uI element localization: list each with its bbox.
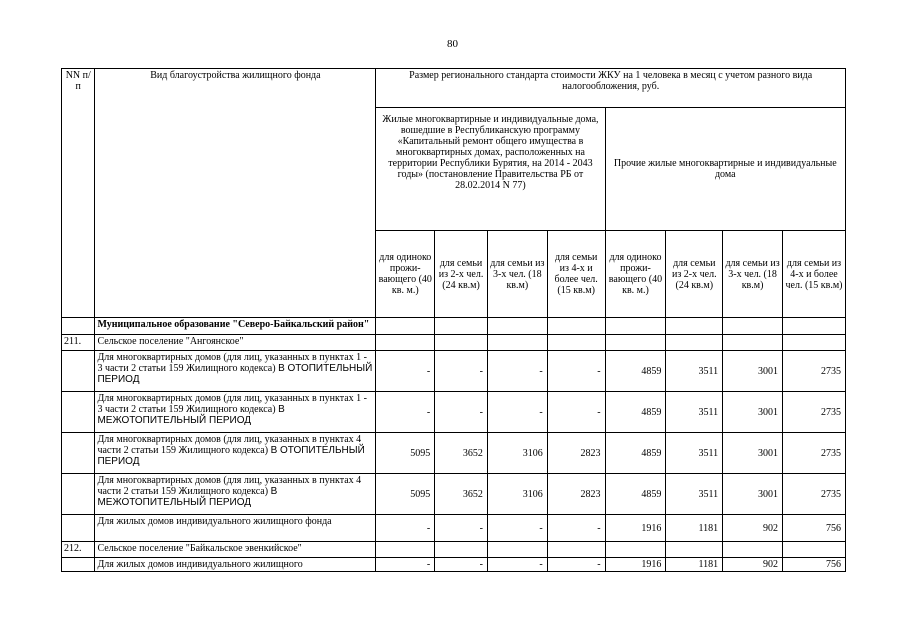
- row-text: Для многоквартирных домов (для лиц, указанных в пунктах 4 части 2 статьи 159 Жилищного кодекса): [97, 475, 362, 497]
- value-cell: -: [376, 392, 435, 433]
- row-text: Для многоквартирных домов (для лиц, указанных в пунктах 4 части 2 статьи 159 Жилищного кодекса): [97, 434, 362, 456]
- value-cell: 5095: [376, 433, 435, 474]
- subheader-cell: для семьи из 4-х и более чел. (15 кв.м): [783, 231, 846, 318]
- page-number: 80: [447, 38, 458, 50]
- value-cell: -: [487, 558, 547, 572]
- settlement-row: [62, 542, 846, 558]
- value-cell: 902: [723, 515, 783, 542]
- row-period: В ОТОПИТЕЛЬНЫЙ ПЕРИОД: [97, 363, 373, 385]
- value-cell: -: [435, 515, 488, 542]
- settlement-number: 211.: [62, 335, 95, 351]
- value-cell: 2735: [783, 392, 846, 433]
- header-row-1: [62, 69, 846, 108]
- row-description: [95, 515, 376, 542]
- value-cell: 3511: [666, 433, 723, 474]
- subheader-cell: для одиноко прожи-вающего (40 кв. м.): [605, 231, 666, 318]
- value-cell: -: [487, 515, 547, 542]
- tariff-table: [61, 68, 846, 572]
- subheader-cell: для семьи из 3-х чел. (18 кв.м): [723, 231, 783, 318]
- value-cell: 2735: [783, 433, 846, 474]
- table-row: [62, 351, 846, 392]
- value-cell: 2823: [547, 474, 605, 515]
- value-cell: -: [547, 515, 605, 542]
- row-period: В ОТОПИТЕЛЬНЫЙ ПЕРИОД: [97, 445, 365, 467]
- header-size: Размер регионального стандарта стоимости ЖКУ на 1 человека в месяц с учетом разного вида налогообложения, руб.: [376, 69, 846, 108]
- value-cell: -: [487, 351, 547, 392]
- value-cell: 2735: [783, 351, 846, 392]
- subheader-cell: для одиноко прожи-вающего (40 кв. м.): [376, 231, 435, 318]
- settlement-number: 212.: [62, 542, 95, 558]
- value-cell: -: [435, 392, 488, 433]
- settlement-row: [62, 335, 846, 351]
- value-cell: -: [435, 558, 488, 572]
- subheader-cell: для семьи из 3-х чел. (18 кв.м): [487, 231, 547, 318]
- municipality-name: Муниципальное образование "Северо-Байкальский район": [95, 318, 376, 335]
- value-cell: 756: [783, 558, 846, 572]
- row-description: [95, 433, 376, 474]
- table-row: [62, 433, 846, 474]
- value-cell: 3652: [435, 433, 488, 474]
- value-cell: 4859: [605, 392, 666, 433]
- value-cell: 3511: [666, 351, 723, 392]
- value-cell: -: [547, 351, 605, 392]
- value-cell: 4859: [605, 433, 666, 474]
- value-cell: 5095: [376, 474, 435, 515]
- row-description: [95, 392, 376, 433]
- header-group-program: Жилые многоквартирные и индивидуальные дома, вошедшие в Республиканскую программу «Капитальный ремонт общего имущества в многоквартирных домах, расположенных на территории Республики Бурятия, на 2014 - 2043 годы» (постановление Правительства РБ от 28.02.2014 N 77): [376, 108, 605, 231]
- header-nn: NN п/п: [62, 69, 95, 318]
- subheader-cell: для семьи из 4-х и более чел. (15 кв.м): [547, 231, 605, 318]
- value-cell: -: [376, 515, 435, 542]
- value-cell: 1181: [666, 515, 723, 542]
- value-cell: 3001: [723, 433, 783, 474]
- row-description: [95, 351, 376, 392]
- value-cell: -: [376, 351, 435, 392]
- table-row: [62, 515, 846, 542]
- value-cell: 3001: [723, 351, 783, 392]
- value-cell: 1916: [605, 558, 666, 572]
- value-cell: -: [487, 392, 547, 433]
- value-cell: 3106: [487, 474, 547, 515]
- value-cell: 2735: [783, 474, 846, 515]
- value-cell: -: [547, 558, 605, 572]
- value-cell: 3511: [666, 392, 723, 433]
- table-row: [62, 558, 846, 572]
- settlement-name: Сельское поселение "Ангоянское": [95, 335, 376, 351]
- value-cell: 4859: [605, 351, 666, 392]
- value-cell: 756: [783, 515, 846, 542]
- header-type: Вид благоустройства жилищного фонда: [95, 69, 376, 318]
- row-period: В МЕЖОТОПИТЕЛЬНЫЙ ПЕРИОД: [97, 486, 278, 508]
- value-cell: 902: [723, 558, 783, 572]
- row-text: Для жилых домов индивидуального жилищного фонда: [97, 516, 332, 527]
- row-text: Для многоквартирных домов (для лиц, указанных в пунктах 1 - 3 части 2 статьи 159 Жилищного кодекса): [97, 393, 367, 415]
- settlement-name: Сельское поселение "Байкальское эвенкийское": [95, 542, 376, 558]
- table-row: [62, 474, 846, 515]
- value-cell: 3001: [723, 392, 783, 433]
- row-description: [95, 558, 376, 572]
- value-cell: 4859: [605, 474, 666, 515]
- value-cell: 3106: [487, 433, 547, 474]
- value-cell: -: [435, 351, 488, 392]
- subheader-cell: для семьи из 2-х чел. (24 кв.м): [435, 231, 488, 318]
- header-group-other: Прочие жилые многоквартирные и индивидуальные дома: [605, 108, 845, 231]
- row-description: [95, 474, 376, 515]
- value-cell: 1181: [666, 558, 723, 572]
- row-period: В МЕЖОТОПИТЕЛЬНЫЙ ПЕРИОД: [97, 404, 285, 426]
- value-cell: -: [547, 392, 605, 433]
- row-text: Для многоквартирных домов (для лиц, указанных в пунктах 1 - 3 части 2 статьи 159 Жилищного кодекса): [97, 352, 367, 374]
- value-cell: -: [376, 558, 435, 572]
- row-text: Для жилых домов индивидуального жилищного: [97, 559, 303, 570]
- subheader-cell: для семьи из 2-х чел. (24 кв.м): [666, 231, 723, 318]
- value-cell: 3652: [435, 474, 488, 515]
- municipality-row: [62, 318, 846, 335]
- value-cell: 1916: [605, 515, 666, 542]
- value-cell: 2823: [547, 433, 605, 474]
- value-cell: 3001: [723, 474, 783, 515]
- value-cell: 3511: [666, 474, 723, 515]
- table-row: [62, 392, 846, 433]
